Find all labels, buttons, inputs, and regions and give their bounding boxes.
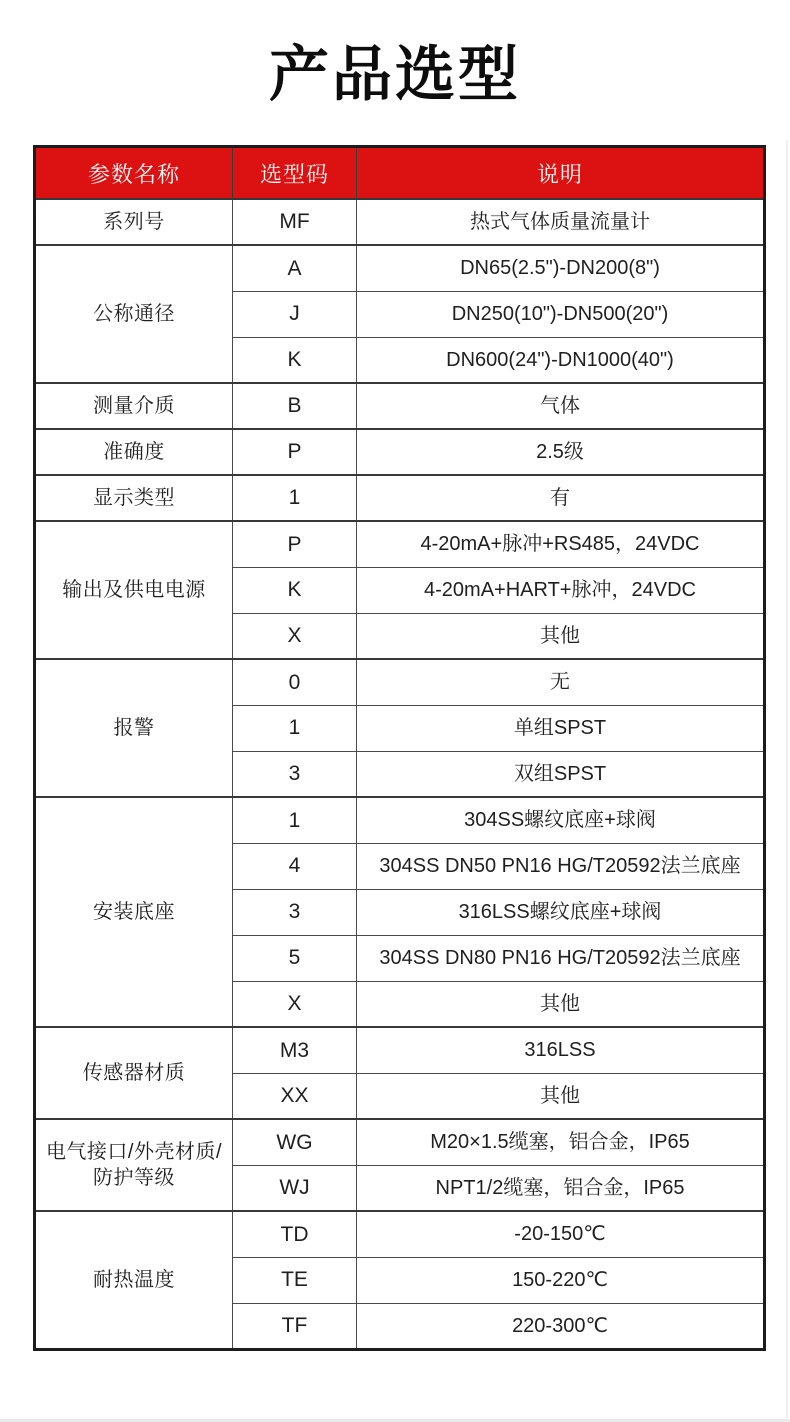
page-right-edge bbox=[786, 140, 788, 1420]
param-name-cell: 传感器材质 bbox=[35, 1027, 233, 1119]
page-title: 产品选型 bbox=[269, 41, 521, 108]
table-row bbox=[35, 1211, 765, 1257]
code-cell: P bbox=[233, 429, 357, 475]
description-cell: 无 bbox=[357, 659, 765, 705]
code-cell: 3 bbox=[233, 889, 357, 935]
table-row bbox=[35, 383, 765, 429]
description-cell: 有 bbox=[357, 475, 765, 521]
description-cell: 热式气体质量流量计 bbox=[357, 199, 765, 245]
table-row bbox=[35, 429, 765, 475]
description-cell: 304SS DN80 PN16 HG/T20592法兰底座 bbox=[357, 935, 765, 981]
product-selection-table bbox=[33, 145, 766, 1351]
description-cell: 304SS DN50 PN16 HG/T20592法兰底座 bbox=[357, 843, 765, 889]
param-name-cell: 安装底座 bbox=[35, 797, 233, 1027]
description-cell: -20-150℃ bbox=[357, 1211, 765, 1257]
code-cell: XX bbox=[233, 1073, 357, 1119]
param-name-cell: 测量介质 bbox=[35, 383, 233, 429]
table-row bbox=[35, 1027, 765, 1073]
description-cell: 4-20mA+HART+脉冲，24VDC bbox=[357, 567, 765, 613]
code-cell: 0 bbox=[233, 659, 357, 705]
description-cell: 220-300℃ bbox=[357, 1303, 765, 1349]
code-cell: TE bbox=[233, 1257, 357, 1303]
code-cell: 4 bbox=[233, 843, 357, 889]
param-name-cell: 电气接口/外壳材质/防护等级 bbox=[35, 1119, 233, 1211]
param-name-cell: 系列号 bbox=[35, 199, 233, 245]
param-name-cell: 输出及供电电源 bbox=[35, 521, 233, 659]
header-param-name: 参数名称 bbox=[35, 147, 233, 200]
description-cell: NPT1/2缆塞，铝合金，IP65 bbox=[357, 1165, 765, 1211]
code-cell: X bbox=[233, 981, 357, 1027]
header-code: 选型码 bbox=[233, 147, 357, 200]
header-description: 说明 bbox=[357, 147, 765, 200]
param-name-cell: 耐热温度 bbox=[35, 1211, 233, 1349]
description-cell: 2.5级 bbox=[357, 429, 765, 475]
code-cell: TF bbox=[233, 1303, 357, 1349]
code-cell: 3 bbox=[233, 751, 357, 797]
table-header-row bbox=[35, 147, 765, 200]
code-cell: X bbox=[233, 613, 357, 659]
description-cell: DN250(10")-DN500(20") bbox=[357, 291, 765, 337]
code-cell: WJ bbox=[233, 1165, 357, 1211]
code-cell: P bbox=[233, 521, 357, 567]
code-cell: WG bbox=[233, 1119, 357, 1165]
description-cell: DN600(24")-DN1000(40") bbox=[357, 337, 765, 383]
code-cell: B bbox=[233, 383, 357, 429]
description-cell: 304SS螺纹底座+球阀 bbox=[357, 797, 765, 843]
code-cell: M3 bbox=[233, 1027, 357, 1073]
description-cell: 双组SPST bbox=[357, 751, 765, 797]
code-cell: 1 bbox=[233, 797, 357, 843]
code-cell: MF bbox=[233, 199, 357, 245]
code-cell: 5 bbox=[233, 935, 357, 981]
table-row bbox=[35, 659, 765, 705]
description-cell: 316LSS螺纹底座+球阀 bbox=[357, 889, 765, 935]
code-cell: A bbox=[233, 245, 357, 291]
description-cell: 气体 bbox=[357, 383, 765, 429]
table-row bbox=[35, 475, 765, 521]
code-cell: J bbox=[233, 291, 357, 337]
param-name-cell: 公称通径 bbox=[35, 245, 233, 383]
description-cell: 316LSS bbox=[357, 1027, 765, 1073]
code-cell: TD bbox=[233, 1211, 357, 1257]
description-cell: 单组SPST bbox=[357, 705, 765, 751]
param-name-cell: 准确度 bbox=[35, 429, 233, 475]
code-cell: 1 bbox=[233, 705, 357, 751]
description-cell: 其他 bbox=[357, 1073, 765, 1119]
table-row bbox=[35, 1119, 765, 1165]
description-cell: 其他 bbox=[357, 613, 765, 659]
param-name-cell: 报警 bbox=[35, 659, 233, 797]
table-row bbox=[35, 199, 765, 245]
description-cell: 其他 bbox=[357, 981, 765, 1027]
param-name-cell: 显示类型 bbox=[35, 475, 233, 521]
description-cell: 4-20mA+脉冲+RS485，24VDC bbox=[357, 521, 765, 567]
description-cell: DN65(2.5")-DN200(8") bbox=[357, 245, 765, 291]
description-cell: 150-220℃ bbox=[357, 1257, 765, 1303]
table-row bbox=[35, 797, 765, 843]
table-row bbox=[35, 521, 765, 567]
code-cell: K bbox=[233, 567, 357, 613]
code-cell: K bbox=[233, 337, 357, 383]
table-row bbox=[35, 245, 765, 291]
code-cell: 1 bbox=[233, 475, 357, 521]
description-cell: M20×1.5缆塞，铝合金，IP65 bbox=[357, 1119, 765, 1165]
